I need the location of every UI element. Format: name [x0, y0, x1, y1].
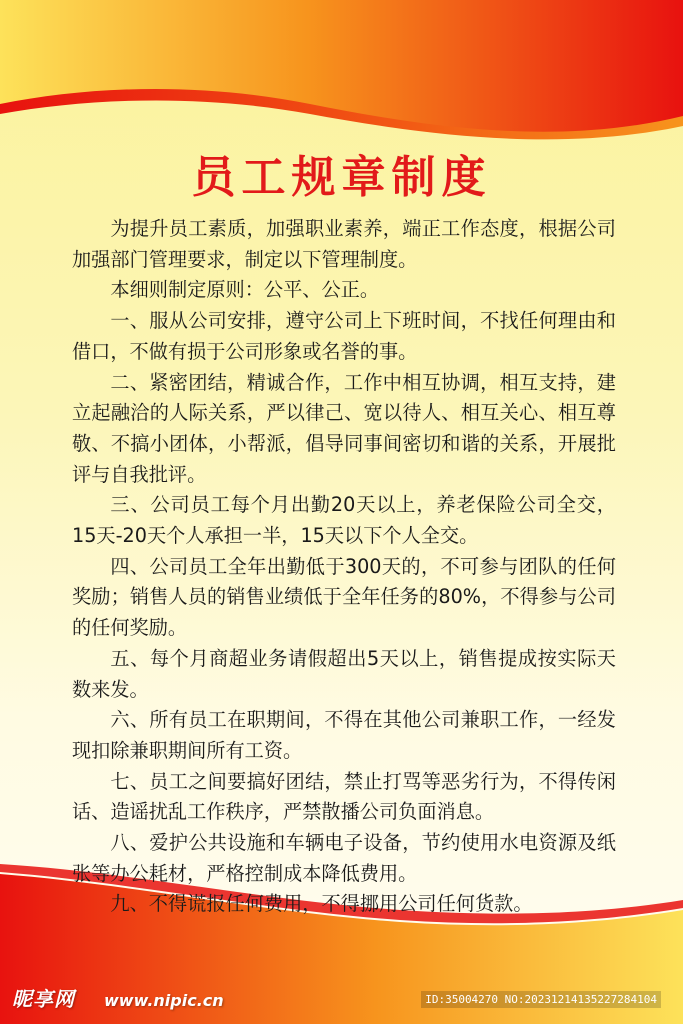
rule-item-7: 七、员工之间要搞好团结，禁止打骂等恶劣行为，不得传闲话、造谣扰乱工作秩序，严禁散播公司负面消息。 — [72, 769, 616, 824]
rule-item-3: 三、公司员工每个月出勤20天以上，养老保险公司全交，15天-20天个人承担一半，15天以下个人全交。 — [72, 493, 616, 548]
principle-paragraph: 本细则制定原则：公平、公正。 — [110, 278, 380, 302]
rule-item-4: 四、公司员工全年出勤低于300天的，不可参与团队的任何奖励；销售人员的销售业绩低于全年任务的80%，不得参与公司的任何奖励。 — [72, 554, 616, 640]
intro-paragraph: 为提升员工素质，加强职业素养，端正工作态度，根据公司加强部门管理要求，制定以下管理制度。 — [72, 217, 616, 271]
watermark-id: ID:35004270 NO:20231214135227284104 — [421, 991, 661, 1008]
rule-item-5: 五、每个月商超业务请假超出5天以上，销售提成按实际天数来发。 — [72, 646, 616, 701]
rule-item-1: 一、服从公司安排，遵守公司上下班时间，不找任何理由和借口，不做有损于公司形象或名誉的事。 — [72, 309, 616, 363]
rule-item-8: 八、爱护公共设施和车辆电子设备，节约使用水电资源及纸张等办公耗材，严格控制成本降低费用。 — [72, 831, 616, 885]
regulations-body — [72, 214, 616, 920]
rule-item-9: 九、不得谎报任何费用，不得挪用公司任何货款。 — [110, 892, 533, 916]
top-wave-decoration — [0, 0, 683, 150]
watermark-logo: 昵享网 — [12, 987, 75, 1011]
watermark-url: www.nipic.cn — [104, 991, 224, 1010]
poster-title: 员工规章制度 — [191, 152, 492, 203]
rule-item-6: 六、所有员工在职期间，不得在其他公司兼职工作，一经发现扣除兼职期间所有工资。 — [72, 708, 616, 762]
rule-item-2: 二、紧密团结，精诚合作，工作中相互协调，相互支持，建立起融洽的人际关系，严以律己、宽以待人、相互关心、相互尊敬、不搞小团体，小帮派，倡导同事间密切和谐的关系，开展批评与自我批评。 — [72, 370, 616, 486]
